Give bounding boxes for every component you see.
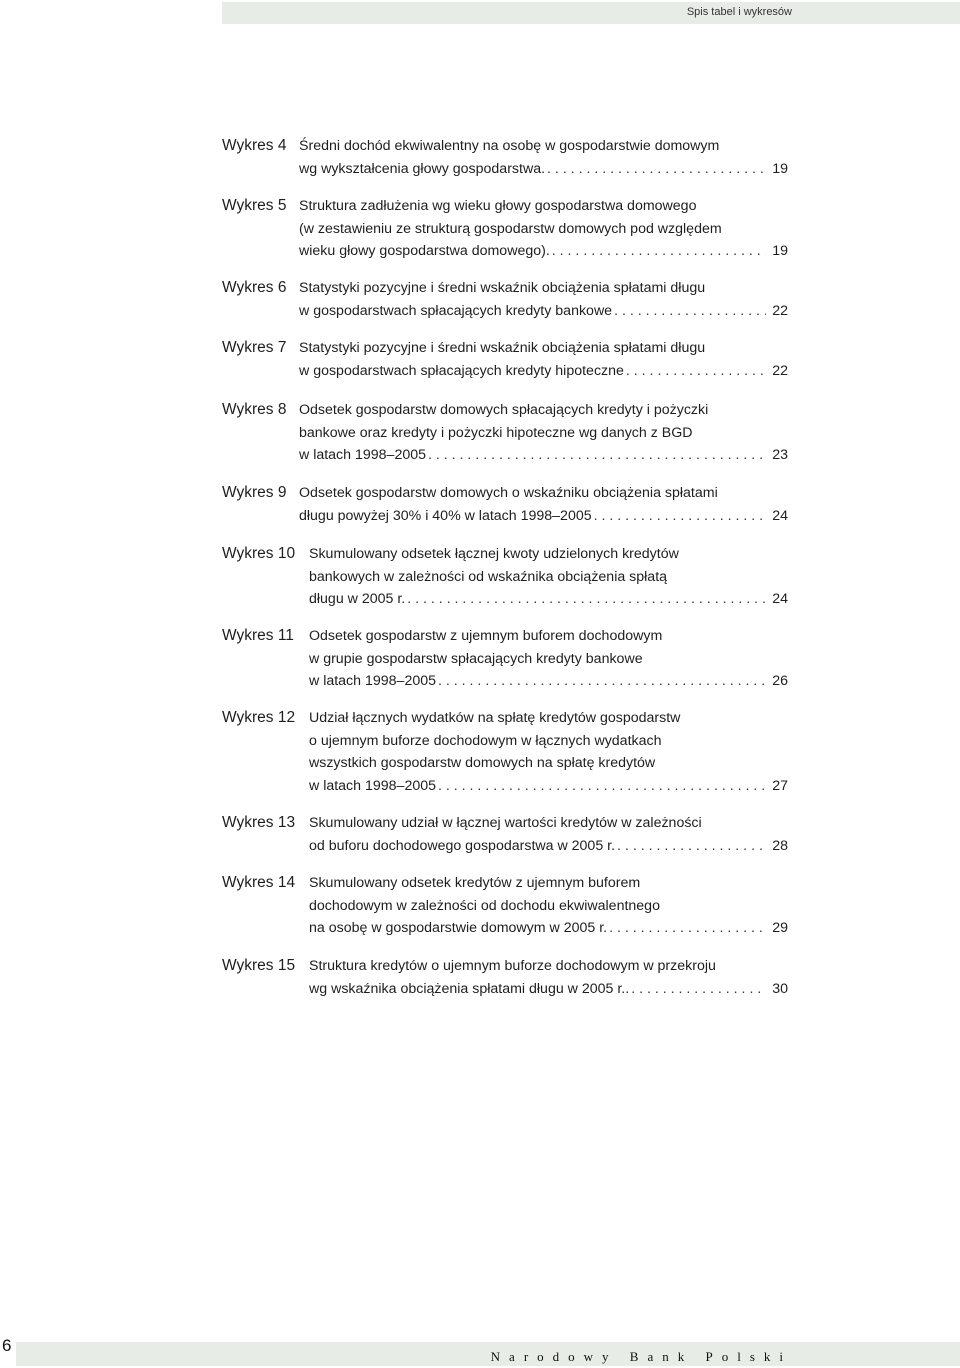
- dot-leader: [626, 360, 766, 383]
- page-reference: 30: [772, 980, 788, 997]
- page-number: 6: [2, 1336, 12, 1355]
- figure-title-line: od buforu dochodowego gospodarstwa w 2005 r.: [309, 837, 616, 854]
- figure-title: [309, 707, 788, 797]
- header-bar: [222, 2, 960, 24]
- figure-title-line: Statystyki pozycyjne i średni wskaźnik obciążenia spłatami długu: [299, 280, 706, 296]
- figure-title-line: o ujemnym buforze dochodowym w łącznych wydatkach: [309, 732, 662, 749]
- figure-title-line: w grupie gospodarstw spłacających kredyty bankowe: [309, 650, 643, 667]
- page-reference: 28: [772, 837, 788, 854]
- dot-leader: [609, 917, 766, 940]
- figure-title-line: Skumulowany odsetek kredytów z ujemnym buforem: [309, 875, 641, 891]
- figure-label: Wykres 6: [222, 279, 287, 296]
- figure-title-line: Średni dochód ekwiwalentny na osobę w gospodarstwie domowym: [299, 138, 720, 154]
- figure-title: [299, 399, 788, 467]
- figure-title-line: w gospodarstwach spłacających kredyty hipoteczne: [299, 362, 624, 379]
- figure-label: Wykres 12: [222, 709, 296, 726]
- dot-leader: [438, 670, 766, 693]
- figure-title-line: wszystkich gospodarstw domowych na spłatę kredytów: [309, 755, 656, 771]
- dot-leader: [617, 835, 766, 858]
- figure-label: Wykres 4: [222, 137, 287, 154]
- figure-title-line: Odsetek gospodarstw domowych spłacających kredyty i pożyczki: [299, 402, 709, 418]
- figure-title-line: w latach 1998–2005: [309, 673, 437, 689]
- footer-bar: [16, 1342, 960, 1366]
- figure-title-line: w gospodarstwach spłacających kredyty bankowe: [299, 302, 613, 319]
- page-reference: 19: [772, 243, 788, 259]
- dot-leader: [631, 978, 766, 1001]
- figure-label: Wykres 10: [222, 545, 296, 562]
- dot-leader: [594, 505, 767, 528]
- figure-title: [309, 955, 788, 1000]
- figure-title-line: Statystyki pozycyjne i średni wskaźnik obciążenia spłatami długu: [299, 340, 706, 356]
- figure-title: [299, 195, 788, 263]
- page-reference: 23: [772, 447, 788, 463]
- figure-title-line: długu w 2005 r.: [309, 591, 406, 607]
- figure-label: Wykres 11: [222, 627, 294, 644]
- figure-label: Wykres 13: [222, 814, 296, 831]
- figure-title-line: Odsetek gospodarstw z ujemnym buforem dochodowym: [309, 628, 663, 644]
- figure-title-line: Skumulowany odsetek łącznej kwoty udzielonych kredytów: [309, 546, 679, 562]
- figure-title: [309, 625, 788, 693]
- publisher-name: Narodowy Bank Polski: [490, 1349, 792, 1364]
- page-reference: 24: [772, 591, 788, 607]
- figure-label: Wykres 14: [222, 874, 296, 891]
- figure-title-line: w latach 1998–2005: [299, 447, 427, 463]
- figure-title-line: Skumulowany udział w łącznej wartości kredytów w zależności: [309, 815, 702, 831]
- page-reference: 29: [772, 920, 788, 936]
- figure-title-line: wg wskaźnika obciążenia spłatami długu w 2005 r..: [309, 980, 630, 997]
- dot-leader: [438, 775, 766, 798]
- figure-title: [309, 812, 788, 857]
- figure-title-line: Struktura zadłużenia wg wieku głowy gospodarstwa domowego: [299, 198, 697, 214]
- figure-title-line: (w zestawieniu ze strukturą gospodarstw domowych pod względem: [299, 220, 722, 237]
- page-reference: 22: [772, 362, 788, 379]
- page-reference: 19: [772, 160, 788, 177]
- figure-title: [299, 277, 788, 322]
- figure-label: Wykres 15: [222, 957, 296, 974]
- figure-label: Wykres 8: [222, 401, 287, 418]
- figure-title: [299, 135, 788, 180]
- figure-label: Wykres 5: [222, 197, 287, 214]
- page-reference: 27: [772, 777, 788, 794]
- figure-title: [309, 543, 788, 611]
- figure-title-line: bankowe oraz kredyty i pożyczki hipoteczne wg danych z BGD: [299, 424, 693, 441]
- page-reference: 26: [772, 673, 788, 689]
- figure-title-line: wieku głowy gospodarstwa domowego).: [299, 243, 550, 259]
- figure-title: [299, 337, 788, 382]
- figure-title-line: na osobę w gospodarstwie domowym w 2005 r.: [309, 920, 608, 936]
- dot-leader: [614, 300, 766, 323]
- dot-leader: [407, 588, 766, 611]
- running-header-title: Spis tabel i wykresów: [686, 6, 792, 18]
- figure-label: Wykres 9: [222, 484, 287, 501]
- dot-leader: [552, 240, 766, 263]
- figure-title: [309, 872, 788, 940]
- page-reference: 22: [772, 302, 788, 319]
- figure-label: Wykres 7: [222, 339, 287, 356]
- figure-title-line: Udział łącznych wydatków na spłatę kredytów gospodarstw: [309, 710, 681, 726]
- figure-title-line: Odsetek gospodarstw domowych o wskaźniku obciążenia spłatami: [299, 485, 718, 501]
- dot-leader: [428, 444, 766, 467]
- dot-leader: [547, 158, 766, 181]
- page-reference: 24: [772, 507, 788, 524]
- figure-title-line: Struktura kredytów o ujemnym buforze dochodowym w przekroju: [309, 958, 716, 974]
- figure-title-line: w latach 1998–2005: [309, 777, 437, 794]
- figure-title-line: dochodowym w zależności od dochodu ekwiwalentnego: [309, 897, 660, 914]
- figure-title-line: wg wykształcenia głowy gospodarstwa.: [299, 160, 546, 177]
- figure-title-line: długu powyżej 30% i 40% w latach 1998–2005: [299, 507, 592, 524]
- figure-title-line: bankowych w zależności od wskaźnika obciążenia spłatą: [309, 568, 668, 585]
- figure-title: [299, 482, 788, 527]
